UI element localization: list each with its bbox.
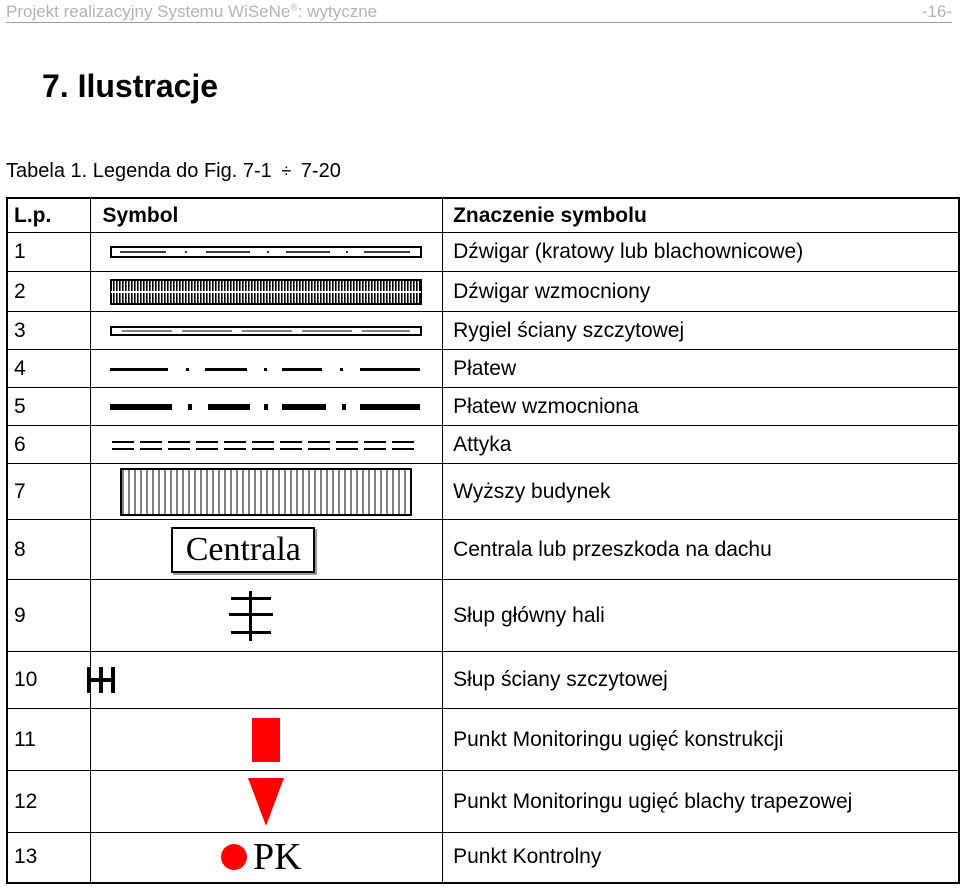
taller-building-symbol — [120, 468, 412, 516]
meaning-text: Dźwigar (kratowy lub blachownicowe) — [443, 233, 959, 272]
gable-column-symbol — [85, 665, 117, 695]
row-number: 11 — [7, 709, 90, 771]
table-row — [7, 709, 959, 771]
column-header-symbol: Symbol — [90, 198, 443, 233]
row-number: 2 — [7, 272, 90, 312]
row-number: 9 — [7, 580, 90, 652]
table-row — [7, 233, 959, 272]
meaning-text: Słup ściany szczytowej — [443, 652, 959, 709]
table-row — [7, 520, 959, 580]
meaning-text: Punkt Monitoringu ugięć blachy trapezowej — [443, 771, 959, 833]
row-number: 4 — [7, 350, 90, 388]
meaning-text: Rygiel ściany szczytowej — [443, 312, 959, 350]
structure-monitoring-point-symbol — [252, 718, 280, 762]
table-caption: Tabela 1. Legenda do Fig. 7-1 ÷ 7-20 — [6, 160, 341, 182]
table-row — [7, 272, 959, 312]
control-point-label: PK — [252, 836, 302, 879]
meaning-text: Centrala lub przeszkoda na dachu — [443, 520, 959, 580]
table-row — [7, 350, 959, 388]
control-point-symbol — [221, 837, 301, 877]
parapet-symbol — [110, 438, 422, 452]
sheet-monitoring-point-symbol — [246, 776, 286, 828]
meaning-text: Płatew wzmocniona — [443, 388, 959, 426]
table-row — [7, 464, 959, 520]
legend-table — [6, 197, 960, 884]
document-title: Projekt realizacyjny Systemu WiSeNe®: wytyczne — [6, 2, 378, 21]
meaning-text: Dźwigar wzmocniony — [443, 272, 959, 312]
table-row — [7, 580, 959, 652]
truss-symbol — [110, 244, 422, 260]
row-number: 6 — [7, 426, 90, 464]
row-number: 13 — [7, 833, 90, 883]
section-heading: 7. Ilustracje — [42, 68, 219, 104]
row-number: 10 — [7, 652, 90, 709]
reinforced-truss-symbol — [110, 279, 422, 305]
meaning-text: Punkt Kontrolny — [443, 833, 959, 883]
meaning-text: Attyka — [443, 426, 959, 464]
row-number: 3 — [7, 312, 90, 350]
page-number: -16- — [921, 2, 952, 21]
meaning-text: Płatew — [443, 350, 959, 388]
meaning-text: Wyższy budynek — [443, 464, 959, 520]
reinforced-purlin-symbol — [110, 401, 422, 413]
meaning-text: Słup główny hali — [443, 580, 959, 652]
table-row — [7, 388, 959, 426]
page-header — [6, 0, 952, 23]
meaning-text: Punkt Monitoringu ugięć konstrukcji — [443, 709, 959, 771]
table-row — [7, 426, 959, 464]
row-number: 1 — [7, 233, 90, 272]
table-row — [7, 771, 959, 833]
gable-wall-beam-symbol — [110, 325, 422, 337]
column-header-meaning: Znaczenie symbolu — [443, 198, 959, 233]
table-row — [7, 652, 959, 709]
table-header-row — [7, 198, 959, 233]
central-unit-symbol: Centrala — [171, 527, 315, 573]
row-number: 8 — [7, 520, 90, 580]
row-number: 7 — [7, 464, 90, 520]
table-row — [7, 833, 959, 883]
row-number: 5 — [7, 388, 90, 426]
column-header-lp: L.p. — [7, 198, 90, 233]
red-dot-icon — [221, 844, 247, 870]
purlin-symbol — [110, 363, 422, 375]
main-column-symbol — [227, 591, 275, 641]
row-number: 12 — [7, 771, 90, 833]
table-row — [7, 312, 959, 350]
